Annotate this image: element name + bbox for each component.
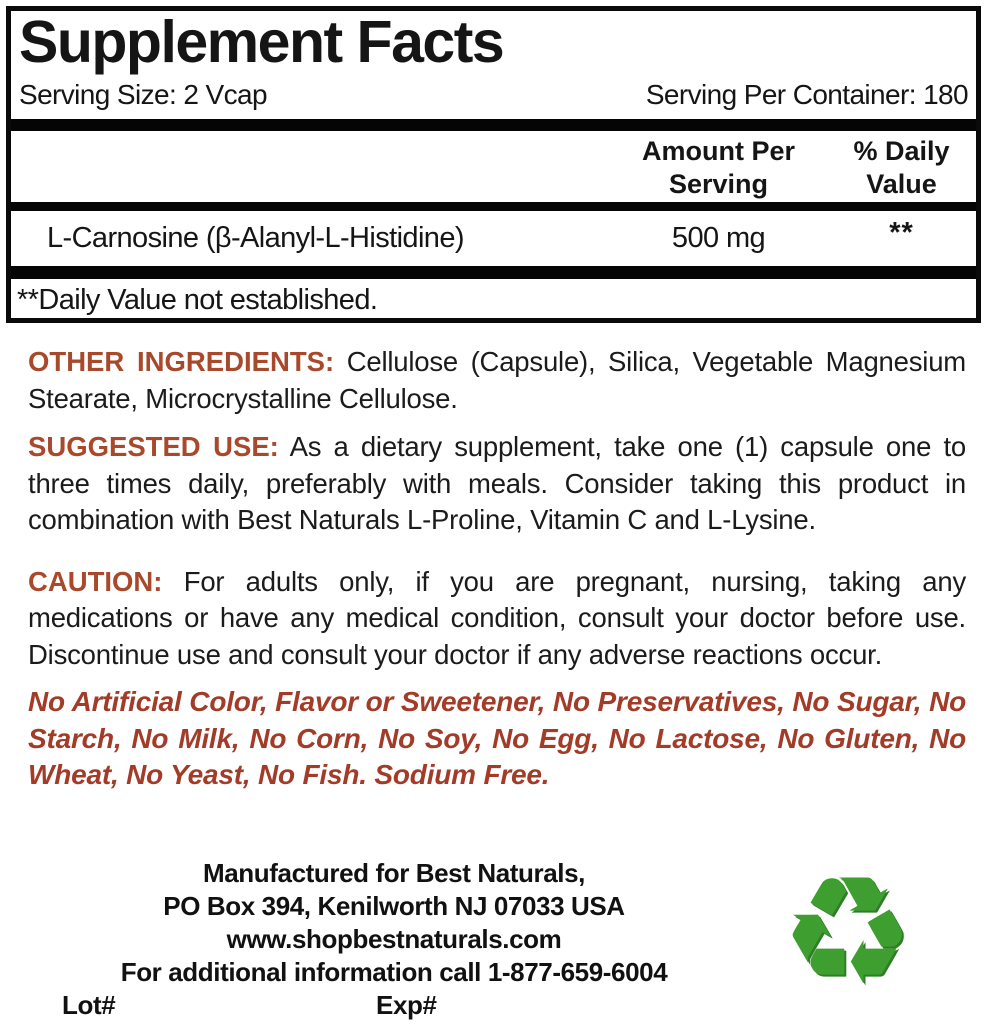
column-header-amount: Amount Per Serving xyxy=(641,136,795,199)
lot-label: Lot# xyxy=(62,990,116,1020)
suggested-use-body: As a dietary supplement, take one (1) capsule one to three times daily, preferably with meals. Consider taking this product in combination with Best Naturals L-Proline, Vitamin C and L-Lysine. xyxy=(28,431,966,535)
caution-heading: CAUTION: xyxy=(28,565,163,597)
table-row xyxy=(11,211,976,266)
exp-label: Exp# xyxy=(376,990,437,1020)
manufactured-for-line: Manufactured for Best Naturals, xyxy=(202,858,585,888)
other-ingredients-body: Cellulose (Capsule), Silica, Vegetable Magnesium Stearate, Microcrystalline Cellulose. xyxy=(28,346,966,414)
divider-thick-bottom xyxy=(11,266,976,279)
manufacturer-footer xyxy=(24,857,764,1022)
divider-thick-top xyxy=(11,119,976,131)
servings-per-container: Serving Per Container: 180 xyxy=(645,79,968,110)
label-text-column xyxy=(0,322,992,794)
free-of-claims: No Artificial Color, Flavor or Sweetener, No Preservatives, No Sugar, No Starch, No Milk, No Corn, No Soy, No Egg, No Lactose, No Gluten, No Wheat, No Yeast, No Fish. Sodium Free. xyxy=(28,686,966,790)
phone-line: For additional information call 1-877-659-6004 xyxy=(120,957,668,987)
website-line: www.shopbestnaturals.com xyxy=(226,924,562,954)
suggested-use-heading: SUGGESTED USE: xyxy=(28,431,279,462)
other-ingredients-heading: OTHER INGREDIENTS: xyxy=(28,346,335,377)
lot-exp-row xyxy=(24,989,764,1022)
column-header-daily-value: % Daily Value xyxy=(853,136,950,199)
nutrient-amount: 500 mg xyxy=(671,222,766,254)
recycle-icon: ♻ xyxy=(780,845,915,1019)
caution-body: For adults only, if you are pregnant, nursing, taking any medications or have any medical condition, consult your doctor before use. Discontinue use and consult your doctor if any adverse reactions occur. xyxy=(28,565,966,670)
divider-medium xyxy=(11,202,976,211)
panel-title: Supplement Facts xyxy=(19,9,504,75)
other-ingredients-paragraph xyxy=(28,344,966,417)
daily-value-footnote: **Daily Value not established. xyxy=(17,284,378,316)
column-headers xyxy=(11,131,976,202)
caution-paragraph xyxy=(28,564,966,674)
serving-row xyxy=(19,79,968,111)
supplement-facts-panel xyxy=(6,6,981,323)
nutrient-daily-value: ** xyxy=(889,217,914,249)
suggested-use-paragraph xyxy=(28,429,966,539)
address-line: PO Box 394, Kenilworth NJ 07033 USA xyxy=(163,891,625,921)
nutrient-name: L-Carnosine (β-Alanyl-L-Histidine) xyxy=(47,222,464,254)
serving-size: Serving Size: 2 Vcap xyxy=(19,79,267,110)
